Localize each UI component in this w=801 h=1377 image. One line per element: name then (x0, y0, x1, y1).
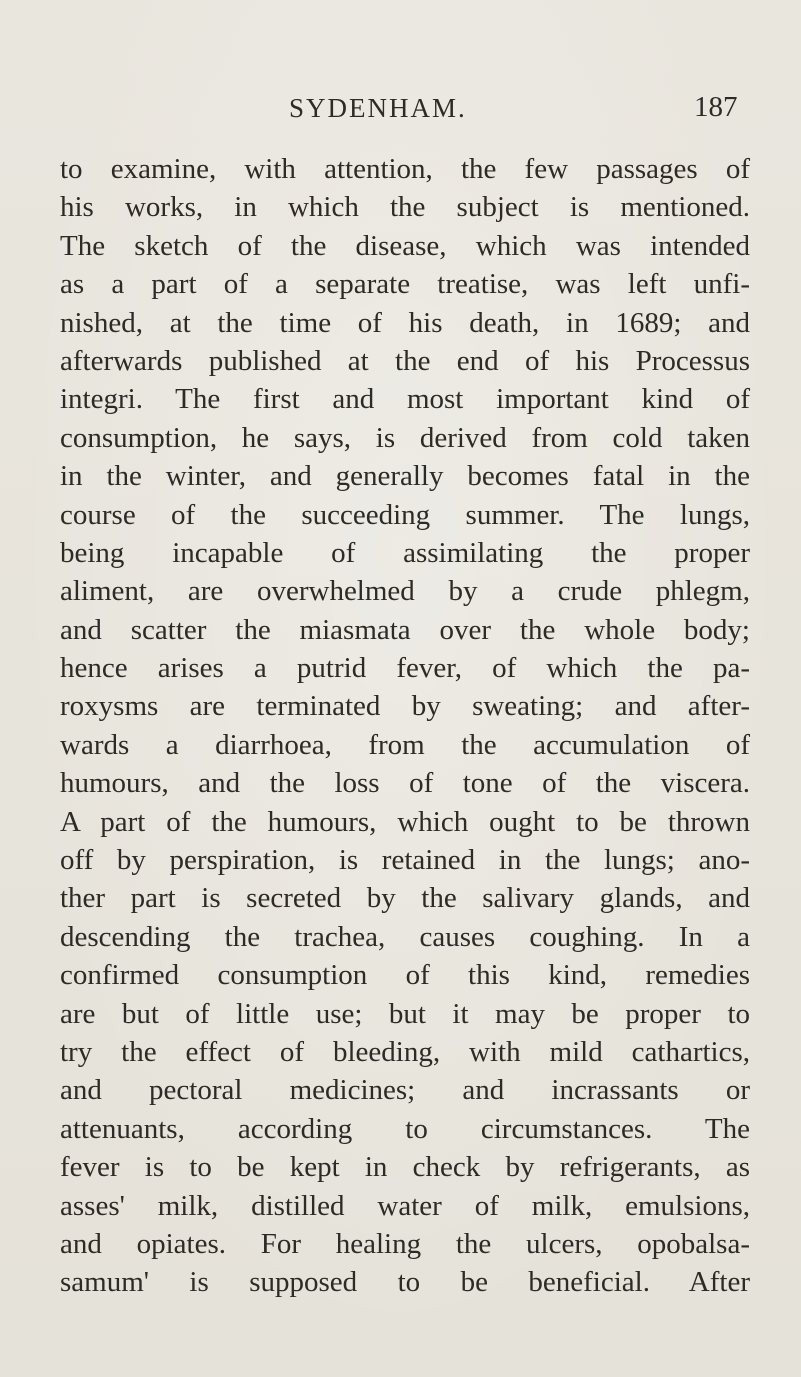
text-line: fever is to be kept in check by refrigerants, as (60, 1151, 750, 1184)
text-line: consumption, he says, is derived from cold taken (60, 421, 750, 454)
text-line: descending the trachea, causes coughing. In a (60, 920, 750, 953)
text-line: hence arises a putrid fever, of which the pa- (60, 652, 750, 685)
text-line: afterwards published at the end of his Processus (60, 344, 750, 377)
text-line: being incapable of assimilating the proper (60, 536, 750, 569)
text-line: and scatter the miasmata over the whole body; (60, 613, 750, 646)
text-line: samum' is supposed to be beneficial. After (60, 1266, 750, 1299)
page-number: 187 (694, 91, 738, 123)
running-head-title: SYDENHAM. (289, 93, 467, 123)
text-line: integri. The first and most important kind of (60, 383, 750, 416)
text-line: as a part of a separate treatise, was left unfi- (60, 268, 750, 301)
text-line: and opiates. For healing the ulcers, opobalsa- (60, 1227, 750, 1260)
text-line: roxysms are terminated by sweating; and after- (60, 690, 750, 723)
text-line: ther part is secreted by the salivary glands, and (60, 882, 750, 915)
running-head (0, 93, 801, 133)
text-line: try the effect of bleeding, with mild cathartics, (60, 1035, 750, 1068)
body-text (60, 150, 750, 1302)
text-line: course of the succeeding summer. The lungs, (60, 498, 750, 531)
text-line: The sketch of the disease, which was intended (60, 229, 750, 262)
text-line: to examine, with attention, the few passages of (60, 153, 750, 185)
text-line: wards a diarrhoea, from the accumulation of (60, 728, 750, 761)
text-line: aliment, are overwhelmed by a crude phlegm, (60, 575, 750, 608)
text-line: off by perspiration, is retained in the lungs; ano- (60, 844, 750, 877)
text-line: his works, in which the subject is mentioned. (60, 191, 750, 224)
text-line: attenuants, according to circumstances. The (60, 1112, 750, 1145)
text-line: nished, at the time of his death, in 1689; and (60, 306, 750, 339)
text-line: in the winter, and generally becomes fatal in the (60, 460, 750, 493)
text-line: are but of little use; but it may be proper to (60, 997, 750, 1030)
text-line: asses' milk, distilled water of milk, emulsions, (60, 1189, 750, 1222)
text-line: humours, and the loss of tone of the viscera. (60, 767, 750, 800)
text-line: A part of the humours, which ought to be thrown (60, 805, 750, 838)
text-line: and pectoral medicines; and incrassants or (60, 1074, 750, 1107)
text-line: confirmed consumption of this kind, remedies (60, 959, 750, 992)
